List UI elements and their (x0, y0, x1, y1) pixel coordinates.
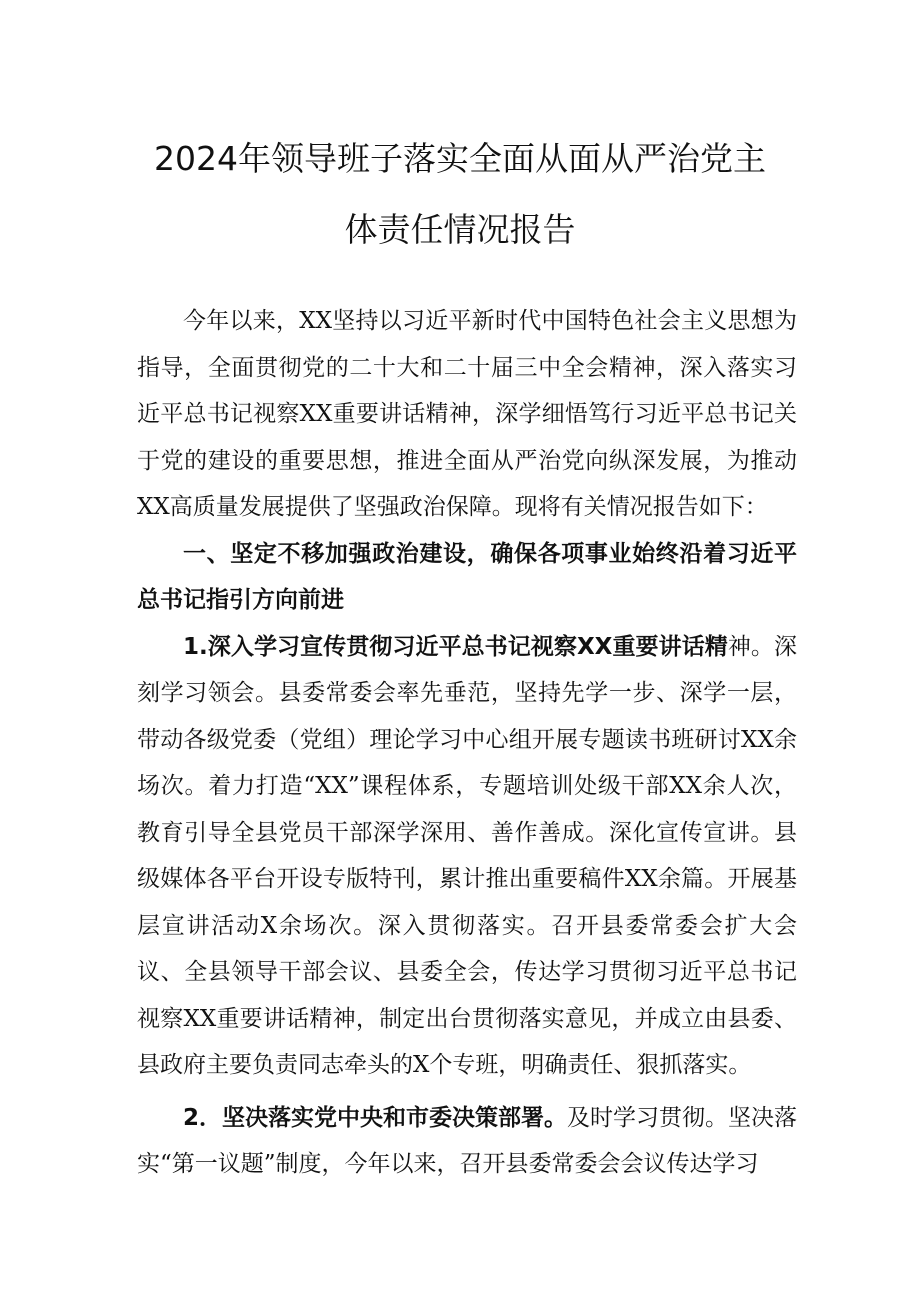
document-body (137, 298, 797, 1188)
item-2-body: 及时学习贯彻。坚决落实“第一议题”制度，今年以来，召开县委常委会会议传达学习 (137, 1104, 798, 1177)
item-1-paragraph (137, 624, 797, 1089)
section-1-heading: 一、坚定不移加强政治建设，确保各项事业始终沿着习近平总书记指引方向前进 (137, 540, 797, 613)
item-2-lead: 2．坚决落实党中央和市委决策部署。 (183, 1104, 568, 1131)
document-title-line-1: 2024年领导班子落实全面从面从严治党主 (154, 139, 766, 178)
intro-paragraph: 今年以来，XX坚持以习近平新时代中国特色社会主义思想为指导，全面贯彻党的二十大和二十届三中全会精神，深入落实习近平总书记视察XX重要讲话精神，深学细悟笃行习近平总书记关于党的建设的重要思想，推进全面从严治党向纵深发展，为推动XX高质量发展提供了坚强政治保障。现将有关情况报告如下： (137, 308, 797, 520)
item-2-paragraph (137, 1095, 797, 1188)
item-1-body: 神。深刻学习领会。县委常委会率先垂范，坚持先学一步、深学一层，带动各级党委（党组）理论学习中心组开展专题读书班研讨XX余场次。着力打造“XX”课程体系，专题培训处级干部XX余人次，教育引导全县党员干部深学深用、善作善成。深化宣传宣讲。县级媒体各平台开设专版特刊，累计推出重要稿件XX余篇。开展基层宣讲活动X余场次。深入贯彻落实。召开县委常委会扩大会议、全县领导干部会议、县委全会，传达学习贯彻习近平总书记视察XX重要讲话精神，制定出台贯彻落实意见，并成立由县委、县政府主要负责同志牵头的X个专班，明确责任、狠抓落实。 (137, 633, 798, 1078)
document-title-line-2: 体责任情况报告 (344, 210, 576, 249)
item-1-lead: 1.深入学习宣传贯彻习近平总书记视察XX重要讲话精 (183, 633, 728, 660)
